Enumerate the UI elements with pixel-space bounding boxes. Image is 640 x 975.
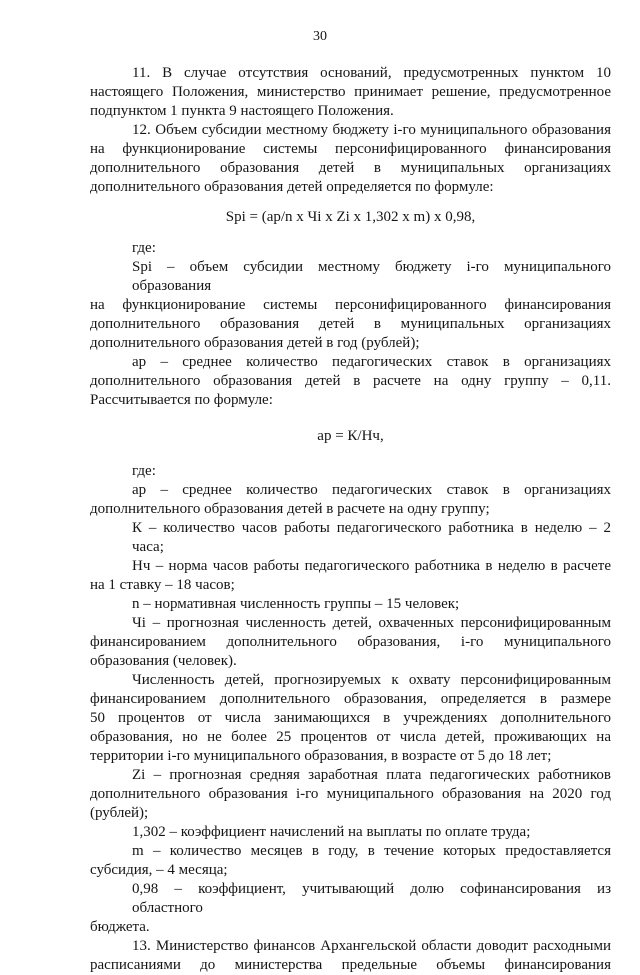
page-number: 30 [313,29,327,44]
children-count-paragraph [90,671,611,766]
definition-zi [90,766,611,823]
text-line: Рассчитывается по формуле: [90,392,273,408]
text-line: 1,302 – коэффициент начислений на выплаты по оплате труда; [132,824,531,840]
text-line: (рублей); [90,805,149,821]
definition-spi [90,258,611,353]
definition-ap-repeat [90,481,611,519]
ap-formula: ар = К/Нч, [317,428,384,444]
definition-ap [90,353,611,410]
text-line: дополнительного образования детей определяется по формуле: [90,179,494,195]
text-line: дополнительного образования детей в расчете на одну группу – 0,11. [90,373,611,389]
text-line: 0,98 – коэффициент, учитывающий долю софинансирования из областного [132,881,611,916]
text-line: субсидия, – 4 месяца; [90,862,228,878]
text-line: 50 процентов от числа занимающихся в учреждениях дополнительного [90,710,611,726]
text-line: образования (человек). [90,653,237,669]
text-line: n – нормативная численность группы – 15 человек; [132,596,460,612]
text-line: дополнительного образования детей в муниципальных организациях [90,316,611,332]
text-line: на функционирование системы персонифицированного финансирования [90,297,611,313]
definition-chi [90,614,611,671]
definition-098 [90,880,611,937]
text-line: образования, но не более 25 процентов от числа детей, проживающих на [90,729,611,745]
text-line: Zi – прогнозная средняя заработная плата педагогических работников [132,767,611,783]
document-body [90,64,611,975]
text-line: Чi – прогнозная численность детей, охваченных персонифицированным [132,615,611,631]
text-line: Spi – объем субсидии местному бюджету i-го муниципального образования [132,259,611,294]
text-line: где: [132,240,156,256]
text-line: где: [132,463,156,479]
text-line: дополнительного образования i-го муниципального образования на 2020 год [90,786,611,802]
text-line: дополнительного образования детей в расчете на одну группу; [90,501,490,517]
text-line: подпунктом 1 пункта 9 настоящего Положения. [90,103,394,119]
paragraph-item-12 [90,121,611,197]
text-line: К – количество часов работы педагогического работника в неделю – 2 часа; [132,520,611,555]
text-line: на функционирование системы персонифицированного финансирования [90,141,611,157]
definition-1302 [90,823,611,842]
paragraph-item-11 [90,64,611,121]
text-line: дополнительного образования детей в муниципальных организациях [90,160,611,176]
text-line: территории i-го муниципального образования, в возрасте от 5 до 18 лет; [90,748,552,764]
text-line: 12. Объем субсидии местному бюджету i-го муниципального образования [132,122,611,138]
where-label [90,239,611,258]
where-label [90,462,611,481]
paragraph-item-13 [90,937,611,975]
text-line: настоящего Положения, министерство принимает решение, предусмотренное [90,84,611,100]
text-line: Численность детей, прогнозируемых к охвату персонифицированным [132,672,611,688]
text-line: финансированием дополнительного образования, определяется в размере [90,691,611,707]
subsidy-formula: Spi = (ар/n x Чi x Zi x 1,302 x m) x 0,98, [225,209,476,225]
text-line: дополнительного образования детей в год (рублей); [90,335,420,351]
definition-k [90,519,611,557]
text-line: ар – среднее количество педагогических ставок в организациях [132,482,611,498]
definition-n [90,595,611,614]
text-line: 13. Министерство финансов Архангельской области доводит расходными [132,938,611,954]
text-line: финансированием дополнительного образования, i-го муниципального [90,634,611,650]
text-line: расписаниями до министерства предельные объемы финансирования [90,957,611,973]
text-line: на 1 ставку – 18 часов; [90,577,235,593]
text-line: Нч – норма часов работы педагогического работника в неделю в расчете [132,558,611,574]
text-line: m – количество месяцев в году, в течение которых предоставляется [132,843,611,859]
definition-m [90,842,611,880]
text-line: ар – среднее количество педагогических ставок в организациях [132,354,611,370]
text-line: 11. В случае отсутствия оснований, предусмотренных пунктом 10 [132,65,611,81]
text-line: бюджета. [90,919,150,935]
definition-nch [90,557,611,595]
